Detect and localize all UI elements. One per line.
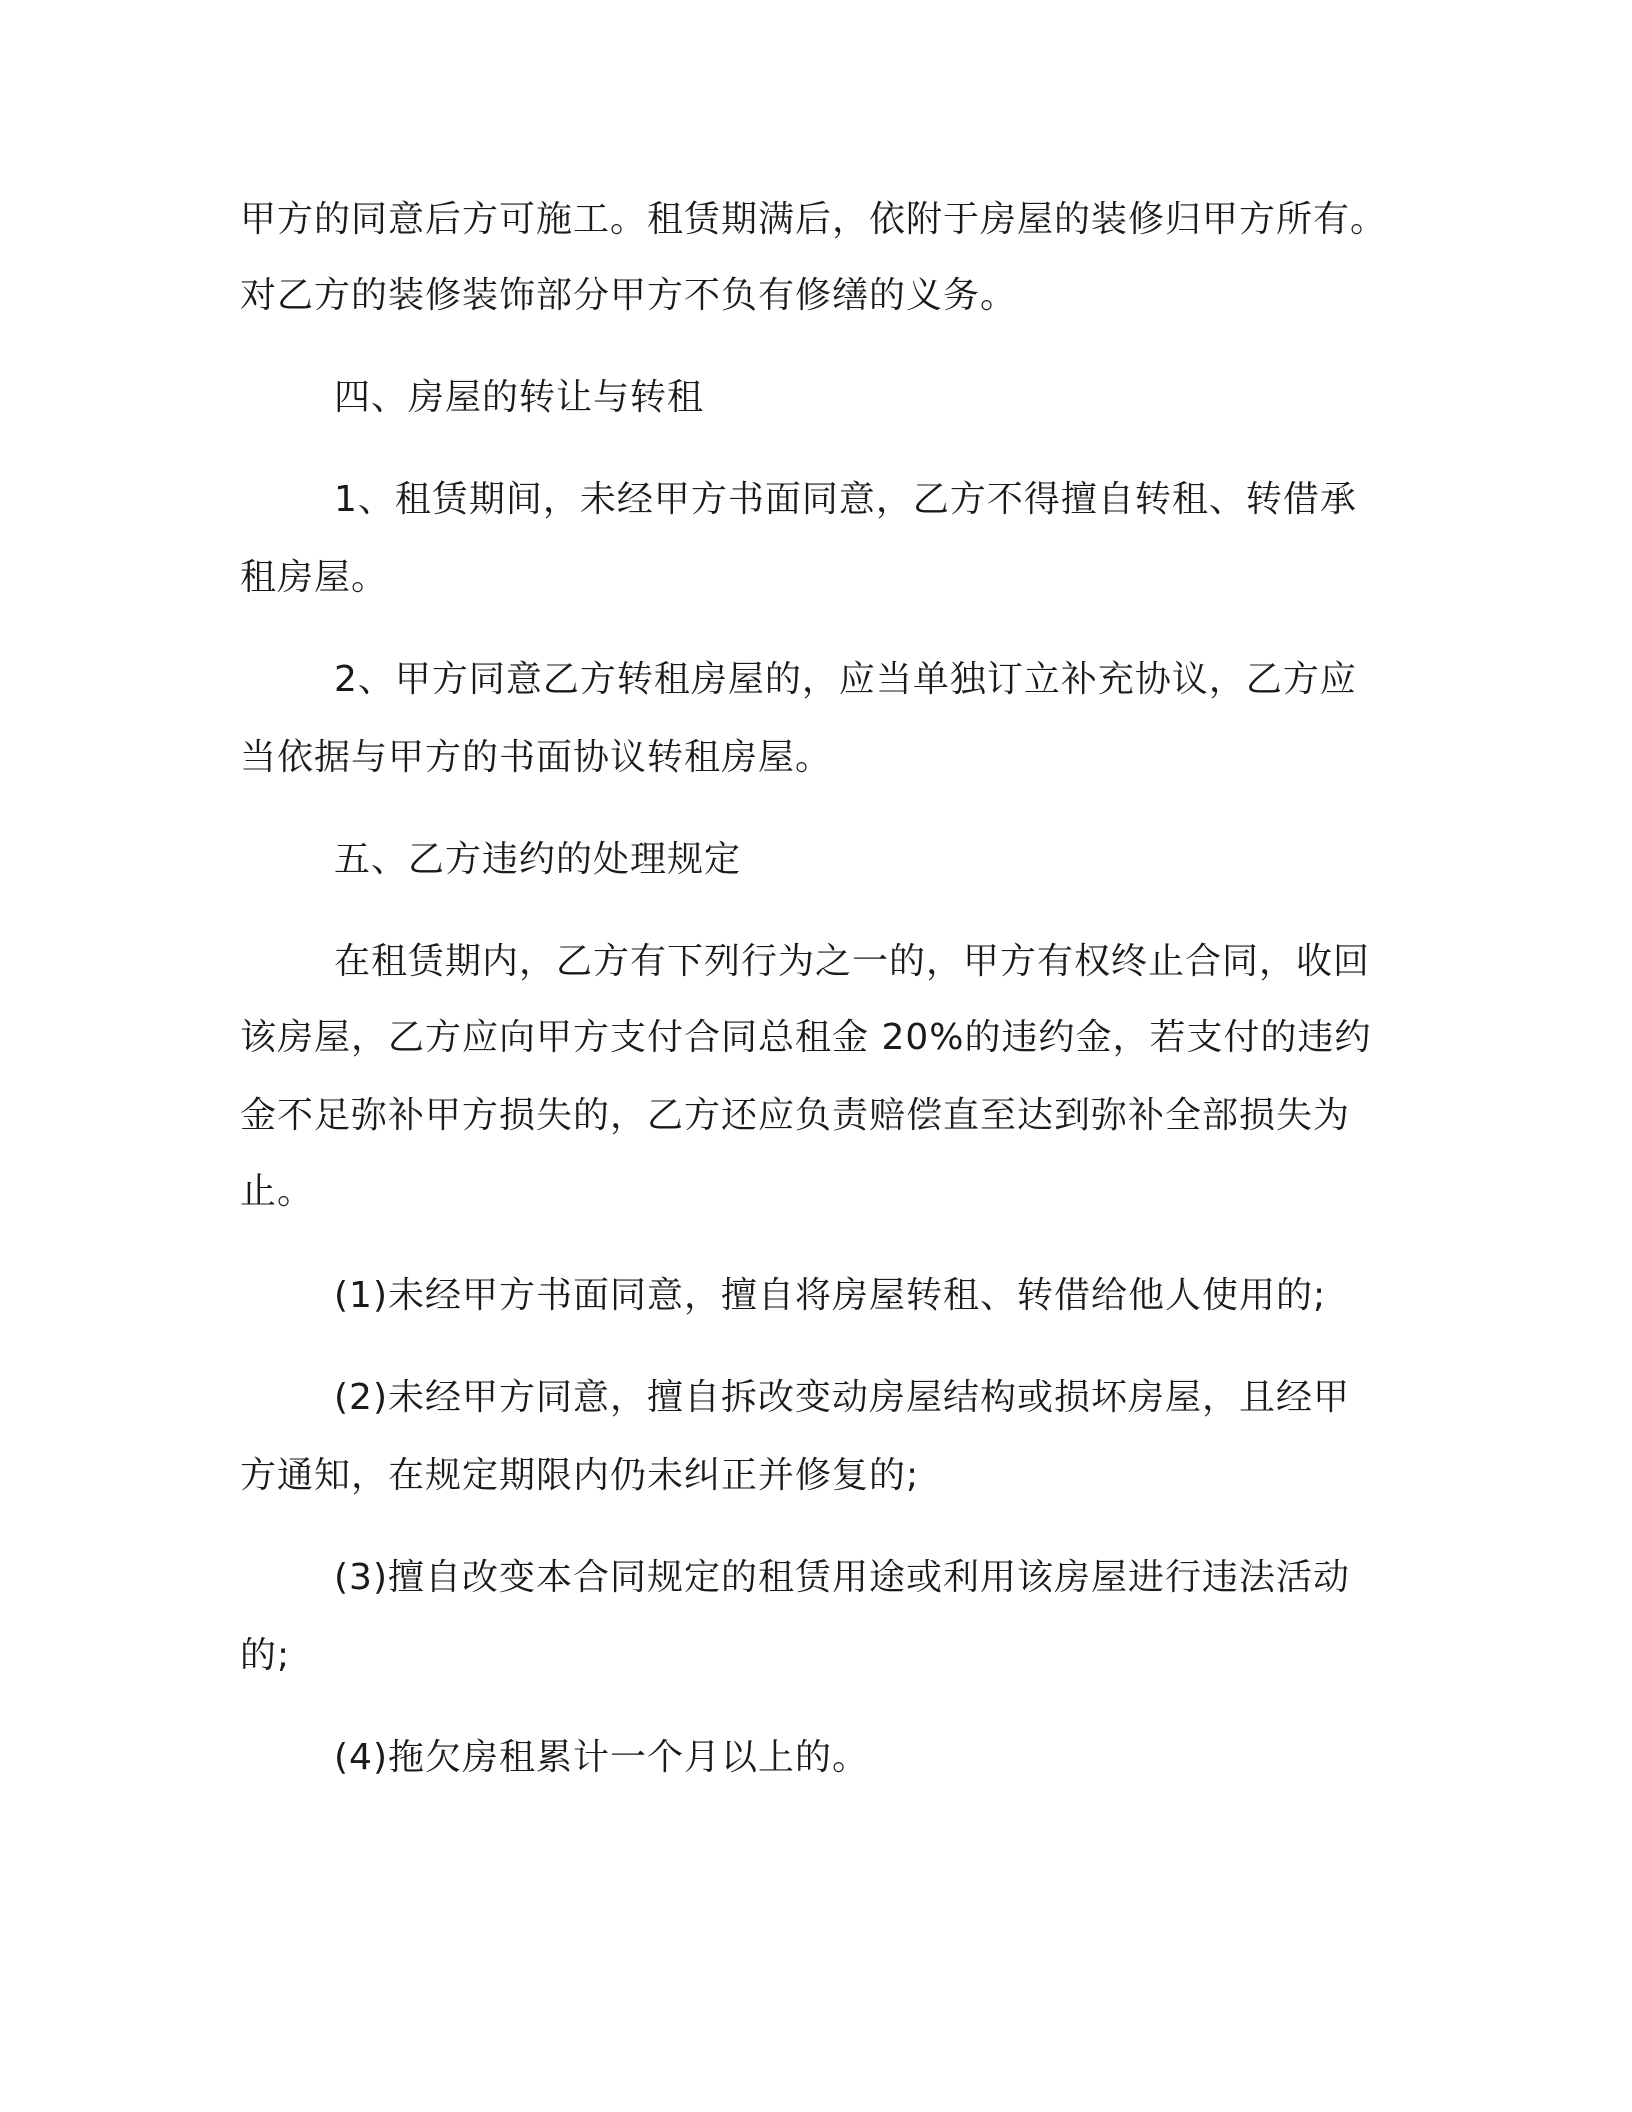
section-heading: 四、房屋的转让与转租 <box>334 377 705 418</box>
clause-text-line: 1、租赁期间，未经甲方书面同意，乙方不得擅自转租、转借承 <box>334 479 1357 520</box>
list-item-text: (4)拖欠房租累计一个月以上的。 <box>334 1737 869 1778</box>
clause-text-line: 当依据与甲方的书面协议转租房屋。 <box>240 737 833 778</box>
list-item-text: (1)未经甲方书面同意，擅自将房屋转租、转借给他人使用的; <box>334 1275 1327 1316</box>
paragraph-text-line: 该房屋，乙方应向甲方支付合同总租金 20%的违约金，若支付的违约 <box>240 1017 1372 1058</box>
list-item-text: 的; <box>240 1635 291 1676</box>
section-heading: 五、乙方违约的处理规定 <box>334 839 742 880</box>
clause-text-line: 2、甲方同意乙方转租房屋的，应当单独订立补充协议，乙方应 <box>334 659 1357 700</box>
body-text-line: 甲方的同意后方可施工。租赁期满后，依附于房屋的装修归甲方所有。 <box>240 199 1388 240</box>
list-item-text: (2)未经甲方同意，擅自拆改变动房屋结构或损坏房屋，且经甲 <box>334 1377 1350 1418</box>
body-text-line: 对乙方的装修装饰部分甲方不负有修缮的义务。 <box>240 275 1018 316</box>
paragraph-text-line: 在租赁期内，乙方有下列行为之一的，甲方有权终止合同，收回 <box>334 941 1371 982</box>
list-item-text: 方通知，在规定期限内仍未纠正并修复的; <box>240 1455 920 1496</box>
list-item-text: (3)擅自改变本合同规定的租赁用途或利用该房屋进行违法活动 <box>334 1557 1350 1598</box>
paragraph-text-line: 止。 <box>240 1171 315 1212</box>
paragraph-text-line: 金不足弥补甲方损失的，乙方还应负责赔偿直至达到弥补全部损失为 <box>240 1095 1351 1136</box>
clause-text-line: 租房屋。 <box>240 557 389 598</box>
